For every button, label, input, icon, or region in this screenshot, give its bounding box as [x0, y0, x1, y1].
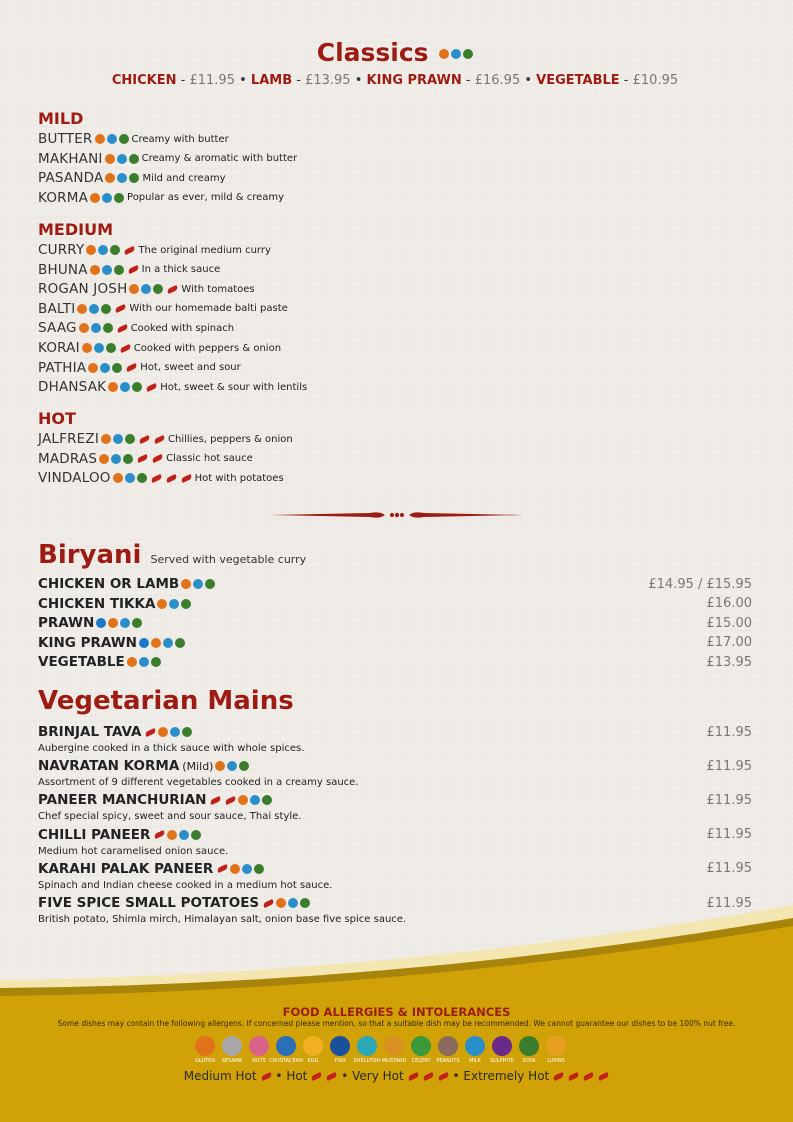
item-description: Medium hot caramelised onion sauce.	[38, 845, 229, 857]
chili-icon	[145, 727, 157, 736]
item-price: £11.95	[706, 724, 752, 740]
menu-item	[38, 262, 220, 278]
heat-label: Extremely Hot	[463, 1069, 550, 1083]
gluten-icon	[101, 434, 111, 444]
item-description: Cooked with peppers & onion	[133, 342, 282, 354]
item-price: £13.95	[706, 654, 752, 670]
celery-icon	[129, 154, 139, 164]
chili-icon	[407, 1072, 419, 1081]
item-description: Cooked with spinach	[130, 322, 235, 334]
celery-icon	[132, 618, 142, 628]
chili-icon	[180, 474, 192, 483]
milk-icon	[107, 134, 117, 144]
item-name: BUTTER	[38, 131, 93, 147]
sesame-icon	[222, 1036, 242, 1056]
menu-item	[38, 340, 281, 356]
gluten-icon	[181, 579, 191, 589]
allergen-badge	[436, 1036, 460, 1064]
celery-icon	[239, 761, 249, 771]
celery-icon	[114, 193, 124, 203]
veg-item	[38, 792, 752, 808]
biryani-heading: Biryani Served with vegetable curry	[38, 540, 307, 570]
item-name: CHICKEN OR LAMB	[38, 576, 180, 592]
chili-icon	[598, 1072, 610, 1081]
milk-icon	[98, 245, 108, 255]
price-amount: £16.95	[474, 73, 521, 88]
milk-icon	[242, 864, 252, 874]
allergen-label: CRUSTACEAN	[269, 1058, 303, 1064]
milk-icon	[250, 795, 260, 805]
allergen-label: NUTS	[252, 1058, 266, 1064]
heat-label: Hot	[286, 1069, 308, 1083]
gluten-icon	[238, 795, 248, 805]
item-name: BHUNA	[38, 261, 88, 278]
celery-icon	[123, 454, 133, 464]
milk-icon	[89, 304, 99, 314]
peanuts-icon	[438, 1036, 458, 1056]
shellfish-icon	[96, 618, 106, 628]
item-name: FIVE SPICE SMALL POTATOES	[38, 895, 260, 911]
allergen-label: SOYA	[522, 1058, 536, 1064]
biryani-item	[38, 635, 752, 651]
item-price: £11.95	[706, 861, 752, 877]
item-description: With tomatoes	[181, 283, 255, 295]
chili-icon	[137, 454, 149, 463]
milk-icon	[451, 49, 461, 59]
price-category: VEGETABLE	[536, 73, 620, 88]
gluten-icon	[108, 618, 118, 628]
gluten-icon	[129, 284, 139, 294]
gluten-icon	[167, 830, 177, 840]
milk-icon	[125, 473, 135, 483]
celery-icon	[129, 173, 139, 183]
gluten-icon	[157, 599, 167, 609]
item-description: Hot with potatoes	[194, 472, 284, 484]
menu-item	[38, 242, 271, 258]
gluten-icon	[105, 173, 115, 183]
chili-icon	[124, 245, 136, 254]
milk-icon	[169, 599, 179, 609]
crustacean-icon	[276, 1036, 296, 1056]
egg-icon	[303, 1036, 323, 1056]
celery-icon	[182, 727, 192, 737]
item-name: DHANSAK	[38, 379, 107, 396]
chili-icon	[119, 343, 131, 352]
item-price: £11.95	[706, 827, 752, 843]
allergen-badge	[355, 1036, 379, 1064]
allergen-label: GLUTEN	[194, 1058, 216, 1064]
item-price: £17.00	[706, 635, 752, 651]
separator: •	[337, 1069, 353, 1083]
celery-icon	[125, 434, 135, 444]
separator: •	[234, 73, 251, 88]
price-amount: £11.95	[189, 73, 235, 88]
gluten-icon	[99, 454, 109, 464]
item-name-wrap	[38, 758, 249, 774]
item-name-wrap	[38, 861, 264, 877]
item-name: PRAWN	[38, 615, 95, 632]
item-description: Aubergine cooked in a thick sauce with whole spices.	[38, 743, 305, 754]
item-description: Spinach and Indian cheese cooked in a medium hot sauce.	[38, 879, 333, 891]
gluten-icon	[105, 154, 115, 164]
celery-icon	[103, 323, 113, 333]
chili-icon	[152, 454, 164, 463]
allergen-label: FISH	[334, 1058, 346, 1064]
allergen-list	[193, 1036, 568, 1064]
separator: •	[448, 1069, 464, 1083]
chili-icon	[422, 1072, 434, 1081]
milk-icon	[91, 323, 101, 333]
item-description: Classic hot sauce	[166, 453, 253, 465]
item-name: PASANDA	[38, 170, 104, 187]
item-name: KORMA	[38, 189, 89, 206]
allergy-title: FOOD ALLERGIES & INTOLERANCES	[282, 1005, 511, 1019]
item-name-wrap	[38, 827, 201, 843]
section-heading: MEDIUM	[38, 220, 113, 239]
milk-icon	[94, 343, 104, 353]
item-description: Assortment of 9 different vegetables cooked in a creamy sauce.	[38, 777, 359, 789]
dash: -	[461, 73, 475, 88]
price-amount: £13.95	[305, 73, 351, 88]
item-name: BALTI	[38, 300, 76, 317]
item-name-wrap	[38, 635, 185, 651]
item-description: Hot, sweet & sour with lentils	[160, 381, 308, 393]
item-price: £15.00	[706, 615, 752, 631]
celery-icon	[151, 657, 161, 667]
milk-icon	[117, 173, 127, 183]
allergen-badge	[409, 1036, 433, 1064]
chili-icon	[115, 304, 127, 313]
biryani-item	[38, 654, 752, 670]
celery-icon	[106, 343, 116, 353]
veg-heading: Vegetarian Mains	[38, 686, 294, 716]
celery-icon	[262, 795, 272, 805]
milk-icon	[227, 761, 237, 771]
item-name: CURRY	[38, 242, 85, 258]
chili-icon	[126, 363, 138, 372]
milk-icon	[100, 363, 110, 373]
allergen-label: CELERY	[411, 1058, 431, 1064]
chili-icon	[127, 265, 139, 274]
chili-icon	[210, 796, 222, 805]
biryani-item	[38, 576, 752, 592]
item-description: The original medium curry	[138, 244, 271, 256]
milk-icon	[139, 657, 149, 667]
allergen-badge	[463, 1036, 487, 1064]
item-name: KORAI	[38, 340, 80, 356]
menu-item	[38, 451, 253, 467]
item-price: £11.95	[706, 792, 752, 808]
celery-icon	[132, 382, 142, 392]
celery-icon	[110, 245, 120, 255]
milk-icon	[465, 1036, 485, 1056]
chili-icon	[150, 474, 162, 483]
celery-icon	[119, 134, 129, 144]
price-amount: £10.95	[632, 73, 679, 88]
milk-icon	[102, 265, 112, 275]
gluten-icon	[79, 323, 89, 333]
milk-icon	[193, 579, 203, 589]
gluten-icon	[88, 363, 98, 373]
item-description: In a thick sauce	[141, 264, 221, 276]
menu-item	[38, 170, 226, 186]
allergen-label: MUSTARD	[381, 1058, 407, 1064]
menu-item	[38, 431, 293, 447]
celery-icon	[254, 864, 264, 874]
gluten-icon	[90, 265, 100, 275]
soya-icon	[519, 1036, 539, 1056]
menu-item	[38, 360, 241, 376]
allergen-badge	[247, 1036, 271, 1064]
allergen-label: SESAME	[221, 1058, 243, 1064]
heat-label: Very Hot	[352, 1069, 404, 1083]
gluten-icon	[95, 134, 105, 144]
dash: -	[176, 73, 190, 88]
classics-title: Classics	[38, 38, 752, 67]
dash: -	[619, 73, 633, 88]
celery-icon	[137, 473, 147, 483]
item-name: MAKHANI	[38, 150, 103, 167]
item-name: PATHIA	[38, 359, 87, 376]
milk-icon	[170, 727, 180, 737]
item-description: Hot, sweet and sour	[140, 362, 241, 374]
item-name: PANEER MANCHURIAN	[38, 792, 207, 809]
chili-icon	[437, 1072, 449, 1081]
item-name: KING PRAWN	[38, 634, 137, 651]
sulphite-icon	[492, 1036, 512, 1056]
gluten-icon	[90, 193, 100, 203]
celery-icon	[101, 304, 111, 314]
allergen-badge	[301, 1036, 325, 1064]
item-name: JALFREZI	[38, 431, 100, 447]
chili-icon	[260, 1072, 272, 1081]
mustard-icon	[384, 1036, 404, 1056]
separator: •	[350, 73, 367, 88]
dash: -	[292, 73, 306, 88]
item-description: Popular as ever, mild & creamy	[127, 192, 285, 204]
separator: •	[271, 1069, 287, 1083]
item-name: CHILLI PANEER	[38, 826, 151, 843]
allergen-badge	[490, 1036, 514, 1064]
allergen-label: PEANUTS	[436, 1058, 460, 1064]
veg-item	[38, 724, 752, 740]
menu-item	[38, 281, 255, 297]
item-name: BRINJAL TAVA	[38, 724, 142, 740]
menu-item	[38, 131, 229, 147]
chili-icon	[553, 1072, 565, 1081]
item-name: VINDALOO	[38, 470, 111, 487]
gluten-icon	[230, 864, 240, 874]
celery-icon	[463, 49, 473, 59]
item-description: Creamy & aromatic with butter	[141, 153, 298, 165]
gluten-icon	[113, 473, 123, 483]
gluten-icon	[158, 727, 168, 737]
price-category: LAMB	[250, 73, 293, 88]
price-category: CHICKEN	[111, 73, 177, 88]
item-name: ROGAN JOSH	[38, 281, 128, 298]
divider-ornament	[270, 507, 524, 523]
menu-item	[38, 301, 288, 317]
allergen-badge	[328, 1036, 352, 1064]
lupins-icon	[546, 1036, 566, 1056]
chili-icon	[217, 864, 229, 873]
allergen-badge	[517, 1036, 541, 1064]
heat-legend	[0, 1069, 793, 1083]
mild-tag: (Mild)	[182, 759, 214, 773]
veg-item	[38, 861, 752, 877]
allergen-label: SULPHITE	[489, 1058, 515, 1064]
milk-icon	[120, 618, 130, 628]
item-name-wrap	[38, 596, 191, 612]
menu-item	[38, 470, 284, 486]
gluten-icon	[82, 343, 92, 353]
item-price: £14.95 / £15.95	[648, 576, 752, 592]
allergen-badge	[193, 1036, 217, 1064]
item-description: Creamy with butter	[131, 133, 229, 145]
heat-label: Medium Hot	[183, 1069, 257, 1083]
gluten-icon	[215, 761, 225, 771]
gluten-icon	[108, 382, 118, 392]
allergen-label: MILK	[469, 1058, 481, 1064]
milk-icon	[179, 830, 189, 840]
chili-icon	[138, 434, 150, 443]
shellfish-icon	[139, 638, 149, 648]
chili-icon	[165, 474, 177, 483]
menu-item	[38, 379, 307, 395]
item-name: CHICKEN TIKKA	[38, 595, 156, 612]
chili-icon	[153, 434, 165, 443]
allergen-badge	[382, 1036, 406, 1064]
milk-icon	[120, 382, 130, 392]
allergy-text: Some dishes may contain the following allergens. If concerned please mention, so that a suitable dish may be recommended. We cannot guarantee our dishes to be 100% nut free.	[57, 1019, 736, 1028]
section-heading: HOT	[38, 409, 76, 428]
item-name: MADRAS	[38, 450, 98, 467]
item-name-wrap	[38, 724, 192, 740]
chili-icon	[583, 1072, 595, 1081]
allergen-badge	[544, 1036, 568, 1064]
veg-item	[38, 758, 752, 774]
item-name-wrap	[38, 792, 272, 808]
chili-icon	[116, 324, 128, 333]
shellfish-icon	[357, 1036, 377, 1056]
milk-icon	[141, 284, 151, 294]
menu-item	[38, 190, 284, 206]
nuts-icon	[249, 1036, 269, 1056]
milk-icon	[117, 154, 127, 164]
menu-item	[38, 151, 297, 167]
allergen-label: EGG	[307, 1058, 319, 1064]
gluten-icon	[127, 657, 137, 667]
chili-icon	[568, 1072, 580, 1081]
celery-icon	[411, 1036, 431, 1056]
price-category: KING PRAWN	[366, 73, 462, 88]
chili-icon	[167, 285, 179, 294]
item-price: £11.95	[706, 895, 752, 911]
milk-icon	[111, 454, 121, 464]
section-heading: MILD	[38, 109, 84, 128]
allergen-badge	[220, 1036, 244, 1064]
celery-icon	[205, 579, 215, 589]
milk-icon	[163, 638, 173, 648]
item-name-wrap	[38, 615, 142, 631]
separator: •	[520, 73, 537, 88]
milk-icon	[102, 193, 112, 203]
item-description: British potato, Shimla mirch, Himalayan salt, onion base five spice sauce.	[38, 914, 407, 925]
celery-icon	[181, 599, 191, 609]
veg-item	[38, 827, 752, 843]
celery-icon	[191, 830, 201, 840]
gluten-icon	[195, 1036, 215, 1056]
item-description: Chillies, peppers & onion	[168, 433, 293, 445]
chili-icon	[225, 796, 237, 805]
item-name: NAVRATAN KORMA	[38, 758, 180, 775]
item-name-wrap	[38, 576, 215, 592]
biryani-item	[38, 596, 752, 612]
gluten-icon	[77, 304, 87, 314]
allergen-label: SHELLFISH	[353, 1058, 381, 1064]
fish-icon	[330, 1036, 350, 1056]
item-name: KARAHI PALAK PANEER	[38, 860, 214, 877]
item-description: Mild and creamy	[142, 172, 226, 184]
gluten-icon	[439, 49, 449, 59]
celery-icon	[114, 265, 124, 275]
item-name: VEGETABLE	[38, 654, 125, 671]
item-name: SAAG	[38, 320, 77, 337]
biryani-item	[38, 615, 752, 631]
item-description: With our homemade balti paste	[129, 303, 288, 315]
celery-icon	[175, 638, 185, 648]
item-name-wrap	[38, 654, 161, 670]
allergen-badge	[269, 1036, 303, 1064]
gluten-icon	[151, 638, 161, 648]
menu-item	[38, 320, 234, 336]
item-price: £11.95	[706, 758, 752, 774]
celery-icon	[153, 284, 163, 294]
chili-icon	[311, 1072, 323, 1081]
milk-icon	[113, 434, 123, 444]
chili-icon	[154, 830, 166, 839]
gluten-icon	[86, 245, 96, 255]
celery-icon	[112, 363, 122, 373]
item-price: £16.00	[706, 596, 752, 612]
classics-price-line	[38, 73, 752, 88]
item-description: Chef special spicy, sweet and sour sauce, Thai style.	[38, 811, 302, 823]
chili-icon	[146, 383, 158, 392]
allergen-label: LUPINS	[547, 1058, 565, 1064]
